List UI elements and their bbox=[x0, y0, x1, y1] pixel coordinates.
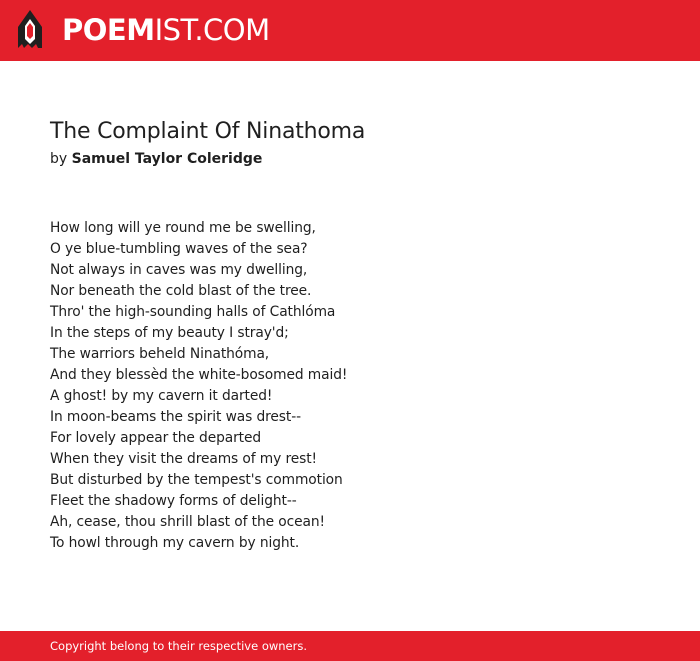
author-name: Samuel Taylor Coleridge bbox=[71, 151, 263, 167]
poem-line: When they visit the dreams of my rest! bbox=[50, 451, 317, 467]
poem-title: The Complaint Of Ninathoma bbox=[50, 119, 366, 144]
poem-line: Fleet the shadowy forms of delight-- bbox=[50, 493, 297, 509]
poem-line: A ghost! by my cavern it darted! bbox=[50, 388, 273, 404]
pen-nib-icon bbox=[17, 9, 43, 51]
logo-light-text: IST.COM bbox=[154, 13, 270, 47]
poem-line: But disturbed by the tempest's commotion bbox=[50, 472, 343, 488]
copyright-text: Copyright belong to their respective owners. bbox=[50, 639, 308, 653]
poem-line: Thro' the high-sounding halls of Cathlóma bbox=[50, 304, 336, 320]
poem-line: How long will ye round me be swelling, bbox=[50, 220, 316, 236]
poem-line: Ah, cease, thou shrill blast of the ocean! bbox=[50, 514, 325, 530]
poem-line: For lovely appear the departed bbox=[50, 430, 262, 446]
by-label: by bbox=[50, 151, 68, 167]
byline bbox=[50, 149, 262, 169]
poem-line: And they blessèd the white-bosomed maid! bbox=[50, 367, 348, 383]
logo-strong-text: POEM bbox=[62, 13, 155, 47]
site-logo[interactable] bbox=[62, 13, 270, 47]
poem-line: Not always in caves was my dwelling, bbox=[50, 262, 308, 278]
site-header bbox=[0, 0, 700, 61]
poem-line: In the steps of my beauty I stray'd; bbox=[50, 325, 289, 341]
poem-text bbox=[50, 218, 650, 554]
poem-line: To howl through my cavern by night. bbox=[50, 535, 300, 551]
poem-line: In moon-beams the spirit was drest-- bbox=[50, 409, 301, 425]
site-footer bbox=[0, 631, 700, 661]
poem-line: O ye blue-tumbling waves of the sea? bbox=[50, 241, 308, 257]
poem-line: The warriors beheld Ninathóma, bbox=[50, 346, 270, 362]
poem-line: Nor beneath the cold blast of the tree. bbox=[50, 283, 312, 299]
